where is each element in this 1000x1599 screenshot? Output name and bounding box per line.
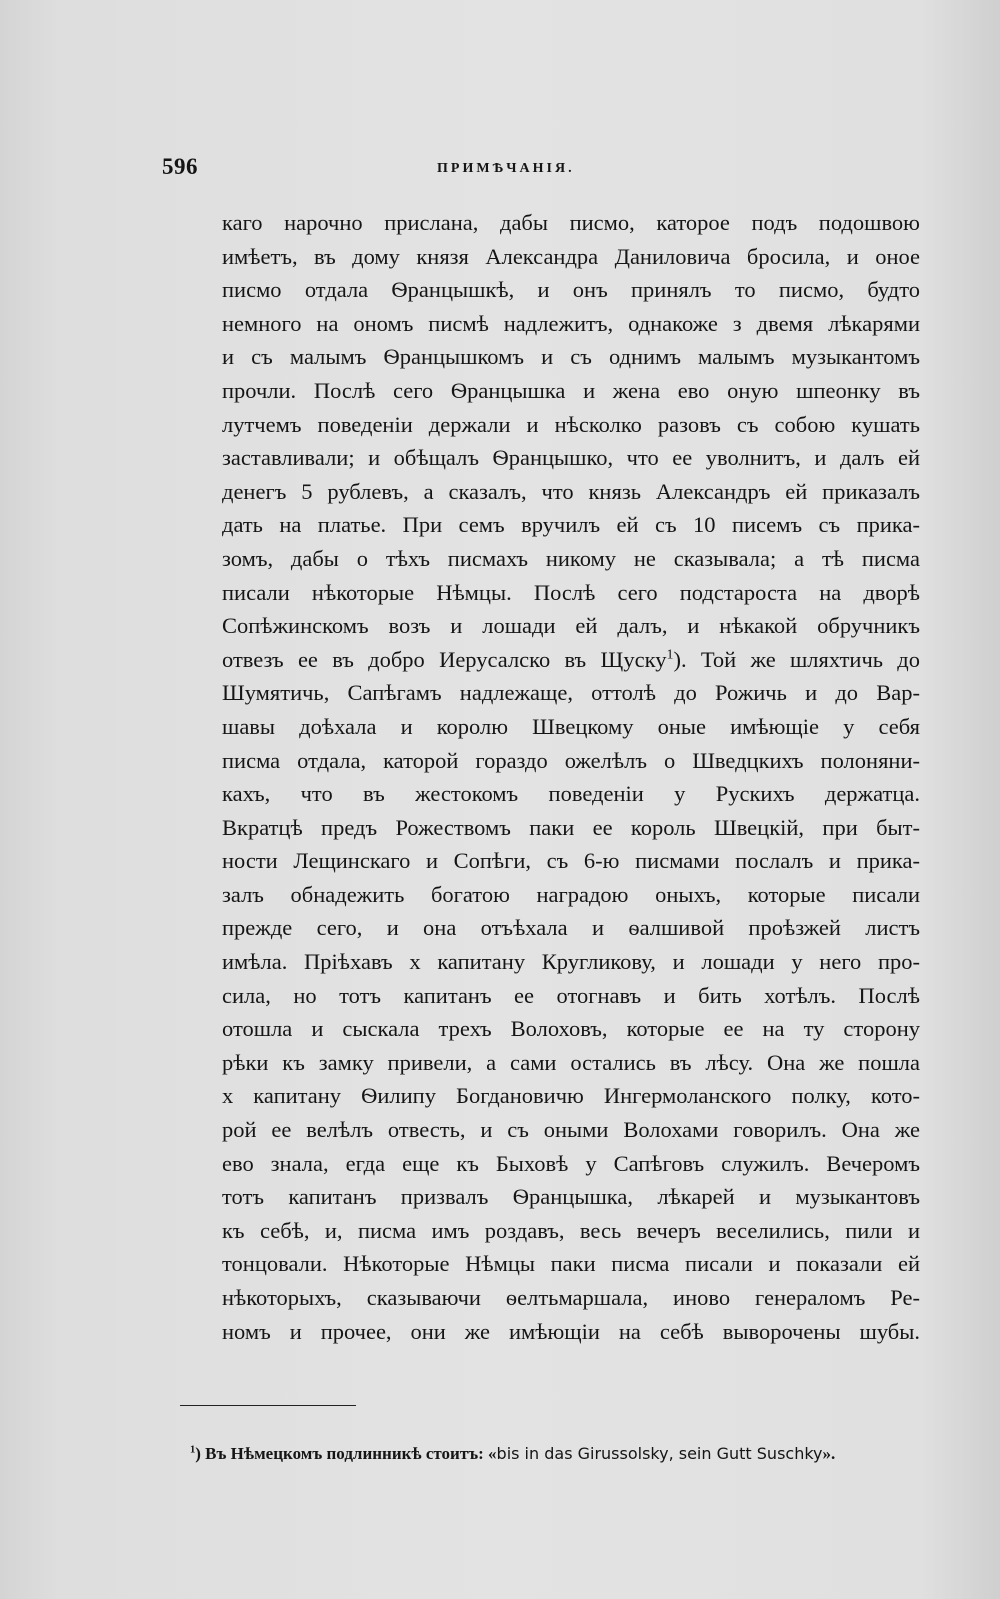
text-line: Сопѣжинскомъ возъ и лошади ей далъ, и нѣкакой обручникъ bbox=[222, 613, 920, 639]
text-line: тонцовали. Нѣкоторые Нѣмцы паки писма писали и показали ей bbox=[222, 1251, 920, 1277]
text-line: заставливали; и обѣщалъ Ѳранцышко, что ее уволнитъ, и далъ ей bbox=[222, 445, 920, 471]
text-line: залъ обнадежить богатою наградою оныхъ, которые писали bbox=[222, 881, 920, 907]
text-line-tail: ). Той же шляхтичь до bbox=[673, 646, 920, 672]
text-line: кахъ, что въ жестокомъ поведеніи у Рускихъ держатца. bbox=[222, 781, 920, 807]
text-line: прочли. Послѣ сего Ѳранцышка и жена ево оную шпеонку въ bbox=[222, 377, 920, 403]
text-line: лутчемъ поведеніи держали и нѣсколко разовъ съ собою кушать bbox=[222, 411, 920, 437]
text-line: зомъ, дабы о тѣхъ писмахъ никому не сказывала; а тѣ писма bbox=[222, 545, 920, 571]
text-line: каго нарочно прислана, дабы писмо, каторое подъ подошвою bbox=[222, 210, 920, 235]
footnote-divider bbox=[180, 1405, 356, 1406]
footnote-text: ) Въ Нѣмецкомъ подлинникѣ стоитъ: « bbox=[195, 1444, 497, 1463]
text-line: писмо отдала Ѳранцышкѣ, и онъ принялъ то писмо, будто bbox=[222, 277, 920, 303]
text-line: рѣки къ замку привели, а сами остались въ лѣсу. Она же пошла bbox=[222, 1049, 920, 1075]
text-line: сила, но тотъ капитанъ ее отогнавъ и бить хотѣлъ. Послѣ bbox=[222, 982, 920, 1008]
text-line: Шумятичь, Сапѣгамъ надлежаще, оттолѣ до Рожичь и до Вар- bbox=[222, 680, 920, 706]
text-line: имѣетъ, въ дому князя Александра Даниловича бросила, и оное bbox=[222, 243, 920, 269]
text-line: отошла и сыскала трехъ Волоховъ, которые ее на ту сторону bbox=[222, 1016, 920, 1042]
text-line: имѣла. Пріѣхавъ х капитану Кругликову, и лошади у него про- bbox=[222, 949, 920, 975]
text-line: тотъ капитанъ призвалъ Ѳранцышка, лѣкарей и музыкантовъ bbox=[222, 1184, 920, 1210]
text-line: х капитану Ѳилипу Богдановичю Ингермоланского полку, кото- bbox=[222, 1083, 920, 1109]
text-line: Вкратцѣ предъ Рожествомъ паки ее король Швецкій, при быт- bbox=[222, 814, 920, 840]
text-line: къ себѣ, и, писма имъ роздавъ, весь вечеръ веселились, пили и bbox=[222, 1217, 920, 1243]
running-head: ПРИМѢЧАНІЯ. bbox=[437, 161, 575, 176]
footnote bbox=[190, 1444, 890, 1464]
text-line: ности Лещинскаго и Сопѣги, съ 6-ю писмами послалъ и прика- bbox=[222, 848, 920, 874]
text-line: немного на ономъ писмѣ надлежитъ, однакоже з двемя лѣкарями bbox=[222, 310, 920, 336]
text-line: рой ее велѣлъ отвесть, и съ оными Волохами говорилъ. Она же bbox=[222, 1117, 920, 1143]
text-line: номъ и прочее, они же имѣющіи на себѣ выворочены шубы. bbox=[222, 1318, 920, 1344]
text-line: денегъ 5 рублевъ, а сказалъ, что князь Александръ ей приказалъ bbox=[222, 478, 920, 504]
page-number: 596 bbox=[162, 154, 198, 179]
text-line: прежде сего, и она отъѣхала и ѳалшивой проѣзжей листъ bbox=[222, 915, 920, 941]
footnote-reference[interactable]: 1 bbox=[666, 647, 674, 663]
text-line: шавы доѣхала и королю Швецкому оные имѣющіе у себя bbox=[222, 713, 920, 739]
page-header bbox=[162, 154, 922, 188]
text-line-head: отвезъ ее въ добро Иерусалско въ Щуску bbox=[222, 646, 667, 672]
text-line: писма отдала, каторой гораздо ожелѣлъ о Шведцкихъ полоняни- bbox=[222, 747, 920, 773]
text-line: нѣкоторыхъ, сказываючи ѳелтьмаршала, иново генераломъ Ре- bbox=[222, 1285, 920, 1310]
text-line: дать на платье. При семъ вручилъ ей съ 10 писемъ съ прика- bbox=[222, 512, 920, 538]
footnote-quote: bis in das Girussolsky, sein Gutt Suschky bbox=[496, 1444, 823, 1463]
body-text bbox=[222, 206, 920, 1348]
text-line: ево знала, егда еще къ Быховѣ у Сапѣговъ служилъ. Вечеромъ bbox=[222, 1150, 920, 1176]
footnote-marker: 1 bbox=[190, 1444, 196, 1456]
footnote-close: ». bbox=[822, 1444, 836, 1463]
text-line: и съ малымъ Ѳранцышкомъ и съ однимъ малымъ музыкантомъ bbox=[222, 344, 920, 370]
text-line-with-footnote-ref bbox=[222, 643, 920, 677]
text-line: писали нѣкоторые Нѣмцы. Послѣ сего подстароста на дворѣ bbox=[222, 579, 920, 605]
